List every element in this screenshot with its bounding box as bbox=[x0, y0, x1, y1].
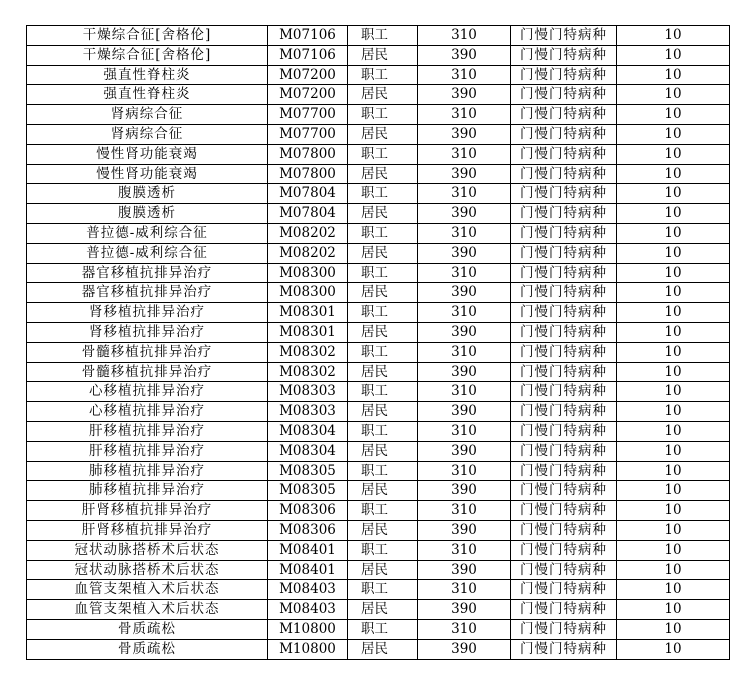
price-cell: 390 bbox=[418, 283, 511, 303]
price-cell: 390 bbox=[418, 322, 511, 342]
disease-code-cell: M07700 bbox=[268, 124, 348, 144]
insurance-type-cell: 职工 bbox=[348, 263, 418, 283]
category-cell: 门慢门特病种 bbox=[511, 540, 617, 560]
disease-code-cell: M10800 bbox=[268, 619, 348, 639]
insurance-type-cell: 居民 bbox=[348, 481, 418, 501]
quantity-cell: 10 bbox=[617, 243, 730, 263]
price-cell: 390 bbox=[418, 441, 511, 461]
table-row bbox=[27, 560, 730, 580]
quantity-cell: 10 bbox=[617, 560, 730, 580]
insurance-type-cell: 居民 bbox=[348, 164, 418, 184]
quantity-cell: 10 bbox=[617, 481, 730, 501]
quantity-cell: 10 bbox=[617, 540, 730, 560]
disease-name-cell: 腹膜透析 bbox=[27, 204, 268, 224]
disease-code-cell: M08302 bbox=[268, 362, 348, 382]
insurance-type-cell: 职工 bbox=[348, 421, 418, 441]
table-row bbox=[27, 600, 730, 620]
disease-name-cell: 强直性脊柱炎 bbox=[27, 85, 268, 105]
disease-name-cell: 心移植抗排异治疗 bbox=[27, 402, 268, 422]
insurance-type-cell: 职工 bbox=[348, 223, 418, 243]
quantity-cell: 10 bbox=[617, 283, 730, 303]
category-cell: 门慢门特病种 bbox=[511, 639, 617, 659]
disease-code-cell: M07804 bbox=[268, 184, 348, 204]
table-row bbox=[27, 65, 730, 85]
quantity-cell: 10 bbox=[617, 342, 730, 362]
disease-code-cell: M08301 bbox=[268, 322, 348, 342]
insurance-type-cell: 职工 bbox=[348, 619, 418, 639]
table-row bbox=[27, 45, 730, 65]
insurance-type-cell: 职工 bbox=[348, 461, 418, 481]
disease-code-cell: M08401 bbox=[268, 560, 348, 580]
disease-code-cell: M08304 bbox=[268, 421, 348, 441]
quantity-cell: 10 bbox=[617, 600, 730, 620]
price-cell: 390 bbox=[418, 520, 511, 540]
disease-code-cell: M10800 bbox=[268, 639, 348, 659]
disease-code-cell: M08403 bbox=[268, 580, 348, 600]
table-row bbox=[27, 421, 730, 441]
quantity-cell: 10 bbox=[617, 65, 730, 85]
insurance-type-cell: 居民 bbox=[348, 402, 418, 422]
category-cell: 门慢门特病种 bbox=[511, 402, 617, 422]
disease-code-cell: M08301 bbox=[268, 303, 348, 323]
disease-name-cell: 冠状动脉搭桥术后状态 bbox=[27, 540, 268, 560]
quantity-cell: 10 bbox=[617, 85, 730, 105]
category-cell: 门慢门特病种 bbox=[511, 619, 617, 639]
disease-name-cell: 普拉德-威利综合征 bbox=[27, 223, 268, 243]
table-row bbox=[27, 164, 730, 184]
table-row bbox=[27, 144, 730, 164]
quantity-cell: 10 bbox=[617, 45, 730, 65]
disease-code-cell: M08403 bbox=[268, 600, 348, 620]
disease-name-cell: 肝移植抗排异治疗 bbox=[27, 421, 268, 441]
table-row bbox=[27, 382, 730, 402]
table-row bbox=[27, 639, 730, 659]
table-row bbox=[27, 184, 730, 204]
disease-code-cell: M07700 bbox=[268, 105, 348, 125]
price-cell: 310 bbox=[418, 580, 511, 600]
disease-code-cell: M08202 bbox=[268, 243, 348, 263]
category-cell: 门慢门特病种 bbox=[511, 184, 617, 204]
disease-name-cell: 腹膜透析 bbox=[27, 184, 268, 204]
disease-name-cell: 肝肾移植抗排异治疗 bbox=[27, 520, 268, 540]
price-cell: 310 bbox=[418, 501, 511, 521]
disease-name-cell: 慢性肾功能衰竭 bbox=[27, 164, 268, 184]
quantity-cell: 10 bbox=[617, 105, 730, 125]
disease-name-cell: 肾病综合征 bbox=[27, 124, 268, 144]
disease-code-cell: M07200 bbox=[268, 85, 348, 105]
disease-code-cell: M08304 bbox=[268, 441, 348, 461]
insurance-type-cell: 居民 bbox=[348, 45, 418, 65]
disease-code-cell: M07106 bbox=[268, 45, 348, 65]
price-cell: 310 bbox=[418, 26, 511, 46]
disease-name-cell: 强直性脊柱炎 bbox=[27, 65, 268, 85]
quantity-cell: 10 bbox=[617, 421, 730, 441]
disease-code-cell: M07804 bbox=[268, 204, 348, 224]
insurance-type-cell: 居民 bbox=[348, 600, 418, 620]
insurance-type-cell: 职工 bbox=[348, 540, 418, 560]
quantity-cell: 10 bbox=[617, 362, 730, 382]
disease-name-cell: 血管支架植入术后状态 bbox=[27, 580, 268, 600]
category-cell: 门慢门特病种 bbox=[511, 501, 617, 521]
price-cell: 390 bbox=[418, 243, 511, 263]
table-row bbox=[27, 303, 730, 323]
disease-name-cell: 肾移植抗排异治疗 bbox=[27, 322, 268, 342]
disease-name-cell: 干燥综合征[舍格伦] bbox=[27, 45, 268, 65]
category-cell: 门慢门特病种 bbox=[511, 45, 617, 65]
category-cell: 门慢门特病种 bbox=[511, 105, 617, 125]
table-row bbox=[27, 501, 730, 521]
price-cell: 310 bbox=[418, 421, 511, 441]
disease-name-cell: 肺移植抗排异治疗 bbox=[27, 461, 268, 481]
price-cell: 310 bbox=[418, 303, 511, 323]
category-cell: 门慢门特病种 bbox=[511, 441, 617, 461]
price-cell: 390 bbox=[418, 481, 511, 501]
disease-name-cell: 骨质疏松 bbox=[27, 619, 268, 639]
category-cell: 门慢门特病种 bbox=[511, 342, 617, 362]
disease-name-cell: 器官移植抗排异治疗 bbox=[27, 263, 268, 283]
table-row bbox=[27, 402, 730, 422]
disease-name-cell: 骨髓移植抗排异治疗 bbox=[27, 362, 268, 382]
insurance-type-cell: 居民 bbox=[348, 124, 418, 144]
category-cell: 门慢门特病种 bbox=[511, 520, 617, 540]
price-cell: 390 bbox=[418, 204, 511, 224]
insurance-type-cell: 居民 bbox=[348, 362, 418, 382]
table-row bbox=[27, 481, 730, 501]
disease-code-cell: M08305 bbox=[268, 481, 348, 501]
disease-code-cell: M08300 bbox=[268, 263, 348, 283]
disease-name-cell: 器官移植抗排异治疗 bbox=[27, 283, 268, 303]
price-cell: 390 bbox=[418, 362, 511, 382]
disease-name-cell: 肾移植抗排异治疗 bbox=[27, 303, 268, 323]
disease-name-cell: 干燥综合征[舍格伦] bbox=[27, 26, 268, 46]
category-cell: 门慢门特病种 bbox=[511, 322, 617, 342]
price-cell: 310 bbox=[418, 619, 511, 639]
category-cell: 门慢门特病种 bbox=[511, 223, 617, 243]
disease-code-cell: M08306 bbox=[268, 501, 348, 521]
price-cell: 310 bbox=[418, 382, 511, 402]
quantity-cell: 10 bbox=[617, 184, 730, 204]
quantity-cell: 10 bbox=[617, 382, 730, 402]
disease-code-cell: M08303 bbox=[268, 382, 348, 402]
table-row bbox=[27, 520, 730, 540]
category-cell: 门慢门特病种 bbox=[511, 243, 617, 263]
disease-name-cell: 肝移植抗排异治疗 bbox=[27, 441, 268, 461]
disease-code-cell: M07800 bbox=[268, 144, 348, 164]
quantity-cell: 10 bbox=[617, 520, 730, 540]
disease-code-cell: M08302 bbox=[268, 342, 348, 362]
price-cell: 310 bbox=[418, 263, 511, 283]
insurance-type-cell: 居民 bbox=[348, 639, 418, 659]
insurance-type-cell: 居民 bbox=[348, 441, 418, 461]
table-row bbox=[27, 619, 730, 639]
category-cell: 门慢门特病种 bbox=[511, 283, 617, 303]
insurance-type-cell: 居民 bbox=[348, 243, 418, 263]
price-cell: 390 bbox=[418, 45, 511, 65]
disease-code-cell: M07200 bbox=[268, 65, 348, 85]
quantity-cell: 10 bbox=[617, 124, 730, 144]
disease-code-cell: M07106 bbox=[268, 26, 348, 46]
insurance-type-cell: 职工 bbox=[348, 65, 418, 85]
category-cell: 门慢门特病种 bbox=[511, 560, 617, 580]
disease-name-cell: 冠状动脉搭桥术后状态 bbox=[27, 560, 268, 580]
category-cell: 门慢门特病种 bbox=[511, 164, 617, 184]
disease-code-cell: M08305 bbox=[268, 461, 348, 481]
table-row bbox=[27, 441, 730, 461]
quantity-cell: 10 bbox=[617, 580, 730, 600]
category-cell: 门慢门特病种 bbox=[511, 382, 617, 402]
disease-name-cell: 心移植抗排异治疗 bbox=[27, 382, 268, 402]
table-row bbox=[27, 263, 730, 283]
quantity-cell: 10 bbox=[617, 441, 730, 461]
table-row bbox=[27, 540, 730, 560]
price-cell: 390 bbox=[418, 85, 511, 105]
insurance-type-cell: 职工 bbox=[348, 303, 418, 323]
table-row bbox=[27, 204, 730, 224]
category-cell: 门慢门特病种 bbox=[511, 362, 617, 382]
quantity-cell: 10 bbox=[617, 204, 730, 224]
table-row bbox=[27, 342, 730, 362]
price-cell: 310 bbox=[418, 342, 511, 362]
price-cell: 310 bbox=[418, 223, 511, 243]
disease-code-cell: M08306 bbox=[268, 520, 348, 540]
table-row bbox=[27, 580, 730, 600]
category-cell: 门慢门特病种 bbox=[511, 580, 617, 600]
price-cell: 310 bbox=[418, 184, 511, 204]
table-row bbox=[27, 26, 730, 46]
disease-name-cell: 普拉德-威利综合征 bbox=[27, 243, 268, 263]
quantity-cell: 10 bbox=[617, 639, 730, 659]
disease-code-cell: M07800 bbox=[268, 164, 348, 184]
price-cell: 310 bbox=[418, 540, 511, 560]
category-cell: 门慢门特病种 bbox=[511, 600, 617, 620]
category-cell: 门慢门特病种 bbox=[511, 144, 617, 164]
disease-code-cell: M08300 bbox=[268, 283, 348, 303]
disease-code-cell: M08202 bbox=[268, 223, 348, 243]
disease-name-cell: 肺移植抗排异治疗 bbox=[27, 481, 268, 501]
insurance-type-cell: 职工 bbox=[348, 144, 418, 164]
price-cell: 310 bbox=[418, 105, 511, 125]
price-cell: 390 bbox=[418, 560, 511, 580]
price-cell: 310 bbox=[418, 65, 511, 85]
disease-name-cell: 骨髓移植抗排异治疗 bbox=[27, 342, 268, 362]
price-cell: 390 bbox=[418, 600, 511, 620]
table-row bbox=[27, 461, 730, 481]
disease-name-cell: 肝肾移植抗排异治疗 bbox=[27, 501, 268, 521]
quantity-cell: 10 bbox=[617, 144, 730, 164]
quantity-cell: 10 bbox=[617, 26, 730, 46]
insurance-type-cell: 居民 bbox=[348, 85, 418, 105]
table-row bbox=[27, 243, 730, 263]
table-row bbox=[27, 362, 730, 382]
disease-name-cell: 骨质疏松 bbox=[27, 639, 268, 659]
disease-name-cell: 肾病综合征 bbox=[27, 105, 268, 125]
table-row bbox=[27, 322, 730, 342]
insurance-type-cell: 居民 bbox=[348, 560, 418, 580]
table-row bbox=[27, 85, 730, 105]
category-cell: 门慢门特病种 bbox=[511, 421, 617, 441]
insurance-type-cell: 居民 bbox=[348, 283, 418, 303]
price-cell: 390 bbox=[418, 639, 511, 659]
quantity-cell: 10 bbox=[617, 263, 730, 283]
price-cell: 390 bbox=[418, 402, 511, 422]
table-row bbox=[27, 223, 730, 243]
quantity-cell: 10 bbox=[617, 501, 730, 521]
category-cell: 门慢门特病种 bbox=[511, 85, 617, 105]
price-cell: 310 bbox=[418, 144, 511, 164]
insurance-type-cell: 居民 bbox=[348, 204, 418, 224]
price-cell: 310 bbox=[418, 461, 511, 481]
insurance-type-cell: 职工 bbox=[348, 342, 418, 362]
quantity-cell: 10 bbox=[617, 303, 730, 323]
quantity-cell: 10 bbox=[617, 223, 730, 243]
insurance-type-cell: 职工 bbox=[348, 580, 418, 600]
category-cell: 门慢门特病种 bbox=[511, 26, 617, 46]
disease-code-cell: M08401 bbox=[268, 540, 348, 560]
category-cell: 门慢门特病种 bbox=[511, 461, 617, 481]
table-row bbox=[27, 105, 730, 125]
insurance-type-cell: 居民 bbox=[348, 322, 418, 342]
insurance-type-cell: 职工 bbox=[348, 382, 418, 402]
category-cell: 门慢门特病种 bbox=[511, 263, 617, 283]
category-cell: 门慢门特病种 bbox=[511, 204, 617, 224]
category-cell: 门慢门特病种 bbox=[511, 481, 617, 501]
insurance-type-cell: 职工 bbox=[348, 184, 418, 204]
category-cell: 门慢门特病种 bbox=[511, 303, 617, 323]
insurance-type-cell: 职工 bbox=[348, 105, 418, 125]
quantity-cell: 10 bbox=[617, 322, 730, 342]
quantity-cell: 10 bbox=[617, 461, 730, 481]
table-row bbox=[27, 124, 730, 144]
price-cell: 390 bbox=[418, 164, 511, 184]
quantity-cell: 10 bbox=[617, 619, 730, 639]
disease-code-cell: M08303 bbox=[268, 402, 348, 422]
quantity-cell: 10 bbox=[617, 402, 730, 422]
insurance-type-cell: 职工 bbox=[348, 26, 418, 46]
price-cell: 390 bbox=[418, 124, 511, 144]
category-cell: 门慢门特病种 bbox=[511, 65, 617, 85]
insurance-type-cell: 职工 bbox=[348, 501, 418, 521]
disease-name-cell: 血管支架植入术后状态 bbox=[27, 600, 268, 620]
insurance-type-cell: 居民 bbox=[348, 520, 418, 540]
category-cell: 门慢门特病种 bbox=[511, 124, 617, 144]
table-body bbox=[27, 26, 730, 660]
disease-table bbox=[26, 25, 730, 660]
table-row bbox=[27, 283, 730, 303]
quantity-cell: 10 bbox=[617, 164, 730, 184]
disease-name-cell: 慢性肾功能衰竭 bbox=[27, 144, 268, 164]
